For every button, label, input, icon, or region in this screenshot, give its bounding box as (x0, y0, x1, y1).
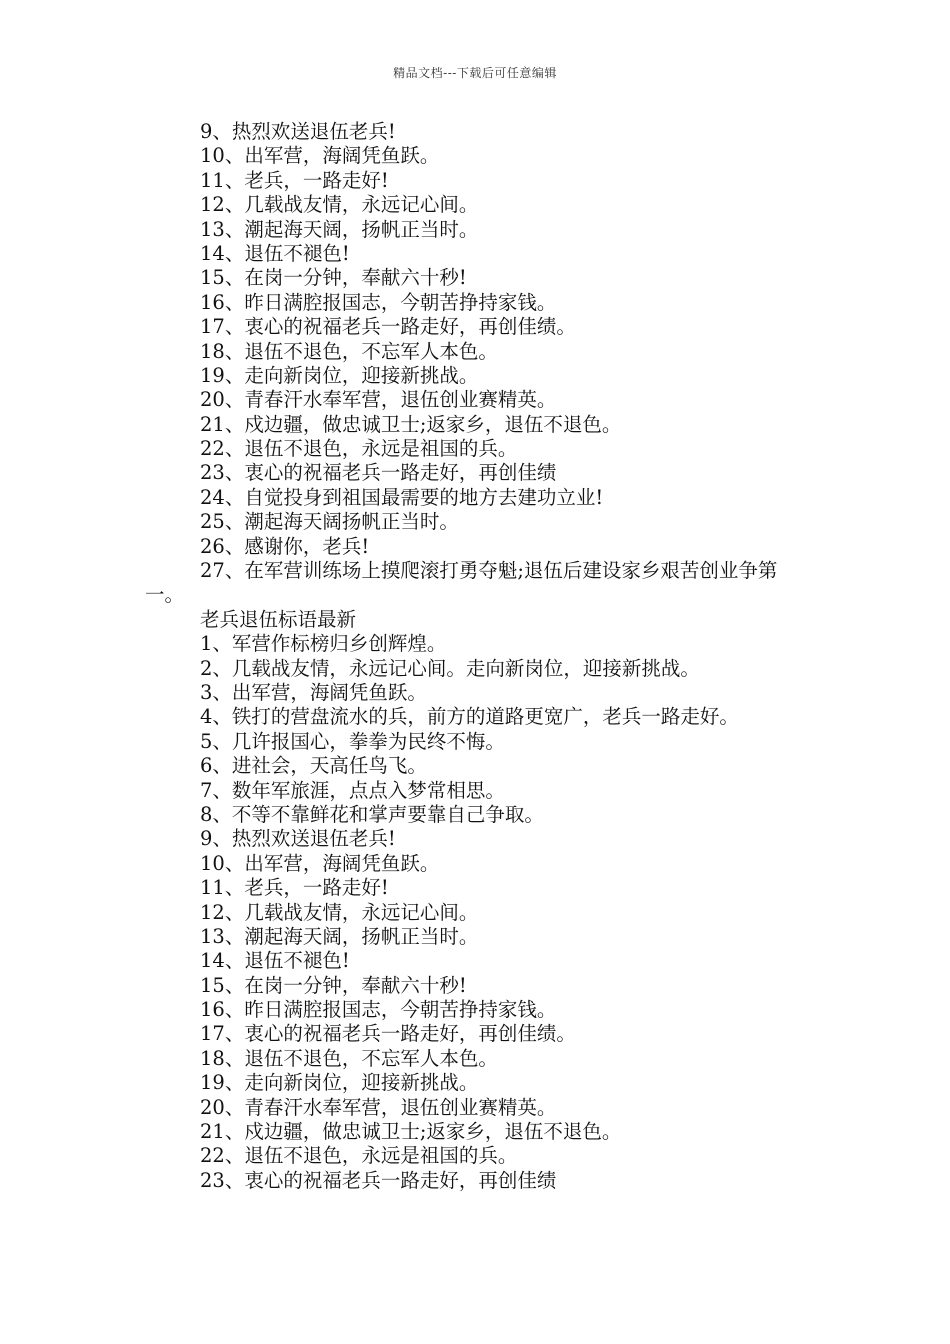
slogan-list-part1 (145, 120, 815, 559)
slogan-line: 15、在岗一分钟，奉献六十秒! (200, 266, 467, 290)
slogan-line: 22、退伍不退色，永远是祖国的兵。 (200, 437, 518, 461)
document-body (145, 120, 815, 1193)
slogan-line: 21、戍边疆，做忠诚卫士;返家乡，退伍不退色。 (200, 412, 622, 436)
slogan-line: 9、热烈欢送退伍老兵! (200, 827, 396, 851)
page-header: 精品文档---下载后可任意编辑 (393, 66, 557, 80)
slogan-line: 23、衷心的祝福老兵一路走好，再创佳绩 (200, 461, 557, 485)
slogan-line: 17、衷心的祝福老兵一路走好，再创佳绩。 (200, 315, 576, 339)
slogan-line: 18、退伍不退色，不忘军人本色。 (200, 339, 498, 363)
slogan-line: 17、衷心的祝福老兵一路走好，再创佳绩。 (200, 1022, 576, 1046)
slogan-line: 14、退伍不褪色! (200, 949, 350, 973)
slogan-line: 13、潮起海天阔，扬帆正当时。 (200, 217, 479, 241)
slogan-line: 24、自觉投身到祖国最需要的地方去建功立业! (200, 485, 604, 509)
slogan-line: 8、不等不靠鲜花和掌声要靠自己争取。 (200, 802, 544, 826)
slogan-line: 18、退伍不退色，不忘军人本色。 (200, 1046, 498, 1070)
slogan-line: 22、退伍不退色，永远是祖国的兵。 (200, 1144, 518, 1168)
slogan-line: 25、潮起海天阔扬帆正当时。 (200, 510, 459, 534)
slogan-line: 4、铁打的营盘流水的兵，前方的道路更宽广，老兵一路走好。 (200, 705, 739, 729)
slogan-line: 16、昨日满腔报国志，今朝苦挣持家钱。 (200, 998, 557, 1022)
slogan-line: 10、出军营，海阔凭鱼跃。 (200, 144, 440, 168)
slogan-line-27: 27、在军营训练场上摸爬滚打勇夺魁;退伍后建设家乡艰苦创业争第一。 (145, 559, 778, 607)
slogan-line: 11、老兵，一路走好! (200, 876, 389, 900)
slogan-line: 10、出军营，海阔凭鱼跃。 (200, 851, 440, 875)
slogan-line: 11、老兵，一路走好! (200, 168, 389, 192)
slogan-line: 7、数年军旅涯，点点入梦常相思。 (200, 778, 505, 802)
slogan-line: 6、进社会，天高任鸟飞。 (200, 754, 427, 778)
slogan-line: 5、几许报国心，拳拳为民终不悔。 (200, 729, 505, 753)
slogan-line: 2、几载战友情，永远记心间。走向新岗位，迎接新挑战。 (200, 656, 700, 680)
slogan-line: 16、昨日满腔报国志，今朝苦挣持家钱。 (200, 290, 557, 314)
slogan-line: 12、几载战友情，永远记心间。 (200, 193, 479, 217)
slogan-line: 13、潮起海天阔，扬帆正当时。 (200, 924, 479, 948)
slogan-line: 20、青春汗水奉军营，退伍创业赛精英。 (200, 1095, 557, 1119)
slogan-line: 21、戍边疆，做忠诚卫士;返家乡，退伍不退色。 (200, 1120, 622, 1144)
slogan-line: 1、军营作标榜归乡创辉煌。 (200, 632, 447, 656)
slogan-line: 3、出军营，海阔凭鱼跃。 (200, 681, 427, 705)
section-title: 老兵退伍标语最新 (200, 607, 357, 631)
slogan-line: 14、退伍不褪色! (200, 241, 350, 265)
slogan-line: 15、在岗一分钟，奉献六十秒! (200, 973, 467, 997)
slogan-line: 9、热烈欢送退伍老兵! (200, 120, 396, 143)
slogan-line: 20、青春汗水奉军营，退伍创业赛精英。 (200, 388, 557, 412)
slogan-line: 23、衷心的祝福老兵一路走好，再创佳绩 (200, 1168, 557, 1192)
slogan-line: 19、走向新岗位，迎接新挑战。 (200, 1071, 479, 1095)
slogan-line: 12、几载战友情，永远记心间。 (200, 900, 479, 924)
slogan-line: 19、走向新岗位，迎接新挑战。 (200, 363, 479, 387)
slogan-line: 26、感谢你，老兵! (200, 534, 370, 558)
slogan-list-part2 (145, 632, 815, 1193)
